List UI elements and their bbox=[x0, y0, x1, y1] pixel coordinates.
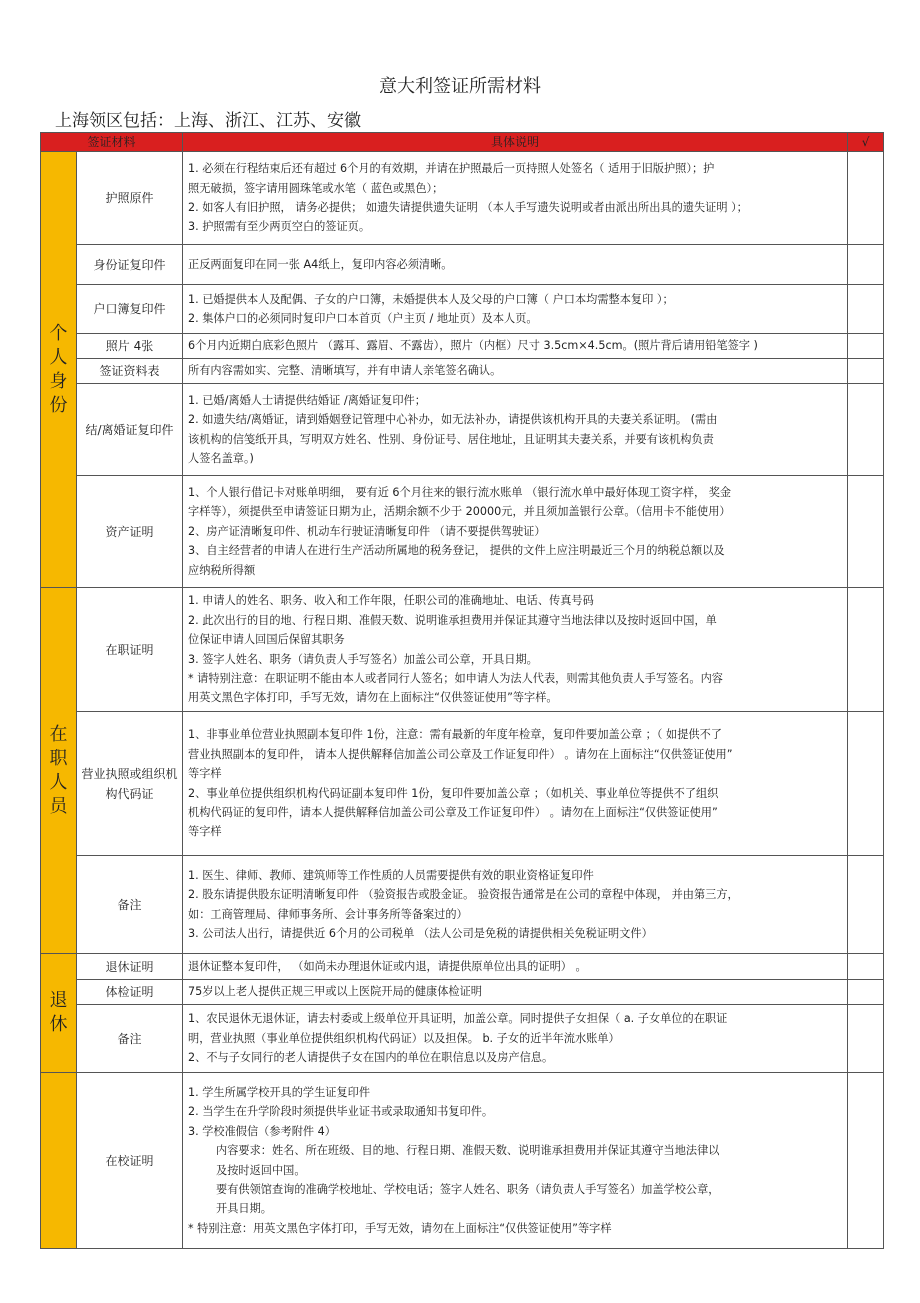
description-line: * 特别注意：用英文黑色字体打印，手写无效，请勿在上面标注“仅供签证使用”等字样 bbox=[188, 1221, 612, 1235]
description-line: 字样等），须提供至申请签证日期为止，活期余额不少于 20000元，并且须加盖银行公章。（信用卡不能使用） bbox=[188, 505, 731, 519]
requirements-table bbox=[40, 132, 884, 1249]
material-description bbox=[183, 152, 848, 245]
check-cell[interactable] bbox=[848, 954, 884, 980]
check-cell[interactable] bbox=[848, 712, 884, 856]
table-header bbox=[41, 133, 884, 152]
description-line: 2、房产证清晰复印件、机动车行驶证清晰复印件 （请不要提供驾驶证） bbox=[188, 524, 546, 538]
material-description bbox=[183, 1073, 848, 1249]
material-name: 退休证明 bbox=[77, 954, 183, 980]
description-line: 营业执照副本的复印件， 请本人提供解释信加盖公司公章及工作证复印件） 。请勿在上面标注“仅供签证使用” bbox=[188, 747, 733, 761]
description-line: 2、事业单位提供组织机构代码证副本复印件 1份，复印件要加盖公章 ；（如机关、事业单位等提供不了组织 bbox=[188, 786, 719, 800]
material-name: 签证资料表 bbox=[77, 359, 183, 384]
material-name: 备注 bbox=[77, 856, 183, 954]
check-cell[interactable] bbox=[848, 1073, 884, 1249]
description-line: 1、非事业单位营业执照副本复印件 1份，注意：需有最新的年度年检章，复印件要加盖公章 ；（ 如提供不了 bbox=[188, 728, 722, 742]
description-line: 2. 当学生在升学阶段时须提供毕业证书或录取通知书复印件。 bbox=[188, 1105, 494, 1119]
category-char: 人 bbox=[49, 771, 68, 793]
table-row bbox=[41, 1005, 884, 1073]
category-char: 身 bbox=[49, 370, 68, 392]
category-char: 员 bbox=[49, 795, 68, 817]
description-line: 如：工商管理局、律师事务所、会计事务所等备案过的） bbox=[188, 907, 468, 921]
description-line: 3. 签字人姓名、职务（请负责人手写签名）加盖公司公章，开具日期。 bbox=[188, 652, 538, 666]
material-name: 照片 4张 bbox=[77, 334, 183, 359]
check-cell[interactable] bbox=[848, 285, 884, 334]
header-description: 具体说明 bbox=[183, 133, 848, 152]
material-name: 身份证复印件 bbox=[77, 245, 183, 285]
description-line: 照无破损，签字请用圆珠笔或水笔（ 蓝色或黑色）； bbox=[188, 181, 444, 195]
material-description bbox=[183, 359, 848, 384]
description-line: 1、农民退休无退休证，请去村委或上级单位开具证明，加盖公章。同时提供子女担保（ a. 子女单位的在职证 bbox=[188, 1012, 728, 1026]
material-name: 体检证明 bbox=[77, 980, 183, 1005]
description-line: 2. 此次出行的目的地、行程日期、准假天数、说明谁承担费用并保证其遵守当地法律以及按时返回中国，单 bbox=[188, 613, 717, 627]
material-description bbox=[183, 476, 848, 588]
table-row bbox=[41, 285, 884, 334]
category-char: 在 bbox=[49, 723, 68, 745]
description-line: 正反两面复印在同一张 A4纸上，复印内容必须清晰。 bbox=[188, 257, 453, 271]
category-cell bbox=[41, 954, 77, 1073]
table-row bbox=[41, 384, 884, 476]
category-cell bbox=[41, 588, 77, 954]
category-char: 份 bbox=[49, 394, 68, 416]
material-name: 营业执照或组织机构代码证 bbox=[77, 712, 183, 856]
check-cell[interactable] bbox=[848, 980, 884, 1005]
table-row bbox=[41, 588, 884, 712]
description-line: 应纳税所得额 bbox=[188, 563, 256, 577]
description-line: 2. 股东请提供股东证明清晰复印件 （验资报告或股金证。 验资报告通常是在公司的章程中体现， 并由第三方， bbox=[188, 888, 739, 902]
header-material: 签证材料 bbox=[41, 133, 183, 152]
category-char: 退 bbox=[49, 990, 68, 1011]
material-description bbox=[183, 285, 848, 334]
material-description bbox=[183, 588, 848, 712]
material-description bbox=[183, 980, 848, 1005]
description-line: 2. 如遗失结/离婚证，请到婚姻登记管理中心补办，如无法补办，请提供该机构开具的夫妻关系证明。 (需由 bbox=[188, 413, 718, 427]
material-name: 结/离婚证复印件 bbox=[77, 384, 183, 476]
description-line: 2、不与子女同行的老人请提供子女在国内的单位在职信息以及房产信息。 bbox=[188, 1051, 554, 1065]
check-cell[interactable] bbox=[848, 588, 884, 712]
check-cell[interactable] bbox=[848, 1005, 884, 1073]
description-line: 1. 已婚/离婚人士请提供结婚证 /离婚证复印件； bbox=[188, 393, 426, 407]
table-row bbox=[41, 1073, 884, 1249]
description-line: 所有内容需如实、完整、清晰填写，并有申请人亲笔签名确认。 bbox=[188, 364, 502, 378]
description-line: 要有供领馆查询的准确学校地址、学校电话；签字人姓名、职务（请负责人手写签名）加盖学校公章， bbox=[216, 1182, 720, 1196]
material-description bbox=[183, 954, 848, 980]
check-cell[interactable] bbox=[848, 384, 884, 476]
category-cell bbox=[41, 152, 77, 588]
category-char: 人 bbox=[49, 346, 68, 368]
description-line: 位保证申请人回国后保留其职务 bbox=[188, 633, 345, 647]
description-line: 开具日期。 bbox=[216, 1202, 272, 1216]
table-row bbox=[41, 245, 884, 285]
description-line: 人签名盖章。) bbox=[188, 451, 254, 465]
description-line: 内容要求：姓名、所在班级、目的地、行程日期、准假天数、说明谁承担费用并保证其遵守当地法律以 bbox=[216, 1144, 720, 1158]
table-row bbox=[41, 712, 884, 856]
check-cell[interactable] bbox=[848, 152, 884, 245]
material-description bbox=[183, 384, 848, 476]
material-name: 资产证明 bbox=[77, 476, 183, 588]
category-cell bbox=[41, 1073, 77, 1249]
material-description bbox=[183, 712, 848, 856]
description-line: 用英文黑色字体打印，手写无效，请勿在上面标注“仅供签证使用”等字样。 bbox=[188, 691, 558, 705]
check-cell[interactable] bbox=[848, 856, 884, 954]
description-line: 退休证整本复印件， （如尚未办理退休证或内退，请提供原单位出具的证明） 。 bbox=[188, 959, 587, 973]
description-line: 明，营业执照（事业单位提供组织机构代码证）以及担保。 b. 子女的近半年流水账单） bbox=[188, 1031, 620, 1045]
material-name: 户口簿复印件 bbox=[77, 285, 183, 334]
description-line: 75岁以上老人提供正规三甲或以上医院开局的健康体检证明 bbox=[188, 985, 482, 999]
description-line: 1、个人银行借记卡对账单明细， 要有近 6个月往来的银行流水账单 （银行流水单中最好体现工资字样， 奖金 bbox=[188, 485, 732, 499]
check-cell[interactable] bbox=[848, 476, 884, 588]
table-row bbox=[41, 954, 884, 980]
description-line: 2. 集体户口的必须同时复印户口本首页（户主页 / 地址页）及本人页。 bbox=[188, 312, 538, 325]
table-row bbox=[41, 359, 884, 384]
description-line: 该机构的信笺纸开具，写明双方姓名、性别、身份证号、居住地址，且证明其夫妻关系，并要有该机构负责 bbox=[188, 432, 714, 446]
description-line: 等字样 bbox=[188, 825, 222, 839]
consular-region: 上海领区包括：上海、浙江、江苏、安徽 bbox=[55, 111, 361, 131]
description-line: * 请特别注意：在职证明不能由本人或者同行人签名；如申请人为法人代表，则需其他负责人手写签名。内容 bbox=[188, 671, 723, 685]
description-line: 3. 学校准假信（参考附件 4） bbox=[188, 1124, 336, 1138]
material-name: 备注 bbox=[77, 1005, 183, 1073]
description-line: 3、自主经营者的申请人在进行生产活动所属地的税务登记， 提供的文件上应注明最近三个月的纳税总额以及 bbox=[188, 544, 725, 558]
category-char: 个 bbox=[49, 322, 68, 344]
material-description bbox=[183, 245, 848, 285]
description-line: 等字样 bbox=[188, 767, 222, 781]
material-description bbox=[183, 1005, 848, 1073]
table-row bbox=[41, 476, 884, 588]
table-row bbox=[41, 856, 884, 954]
header-check: √ bbox=[848, 133, 884, 152]
material-description bbox=[183, 334, 848, 359]
table-row bbox=[41, 980, 884, 1005]
material-name: 在职证明 bbox=[77, 588, 183, 712]
category-char: 职 bbox=[49, 747, 68, 769]
description-line: 3. 公司法人出行，请提供近 6个月的公司税单 （法人公司是免税的请提供相关免税证明文件） bbox=[188, 926, 653, 940]
table-row bbox=[41, 152, 884, 245]
description-line: 机构代码证的复印件，请本人提供解释信加盖公司公章及工作证复印件） 。请勿在上面标注“仅供签证使用” bbox=[188, 805, 718, 819]
check-cell[interactable] bbox=[848, 245, 884, 285]
description-line: 1. 医生、律师、教师、建筑师等工作性质的人员需要提供有效的职业资格证复印件 bbox=[188, 868, 594, 882]
check-cell[interactable] bbox=[848, 334, 884, 359]
check-cell[interactable] bbox=[848, 359, 884, 384]
material-name: 在校证明 bbox=[77, 1073, 183, 1249]
table-row bbox=[41, 334, 884, 359]
material-name: 护照原件 bbox=[77, 152, 183, 245]
material-description bbox=[183, 856, 848, 954]
category-char: 休 bbox=[49, 1014, 68, 1035]
description-line: 1. 申请人的姓名、职务、收入和工作年限，任职公司的准确地址、电话、传真号码 bbox=[188, 594, 594, 608]
description-line: 6个月内近期白底彩色照片 （露耳、露眉、不露齿），照片（内框）尺寸 3.5cm×4.5cm。(照片背后请用铅笔签字 ) bbox=[188, 339, 758, 353]
description-line: 及按时返回中国。 bbox=[216, 1163, 306, 1177]
description-line: 1. 已婚提供本人及配偶、子女的户口簿，未婚提供本人及父母的户口簿（ 户口本均需整本复印 ）； bbox=[188, 292, 674, 306]
description-line: 1. 学生所属学校开具的学生证复印件 bbox=[188, 1085, 371, 1099]
page-title: 意大利签证所需材料 bbox=[379, 76, 541, 97]
description-line: 2. 如客人有旧护照， 请务必提供； 如遗失请提供遗失证明 （本人手写遗失说明或者由派出所出具的遗失证明 ）； bbox=[188, 201, 748, 214]
description-line: 1. 必须在行程结束后还有超过 6个月的有效期，并请在护照最后一页持照人处签名（ 适用于旧版护照）；护 bbox=[188, 162, 715, 176]
description-line: 3. 护照需有至少两页空白的签证页。 bbox=[188, 220, 371, 234]
